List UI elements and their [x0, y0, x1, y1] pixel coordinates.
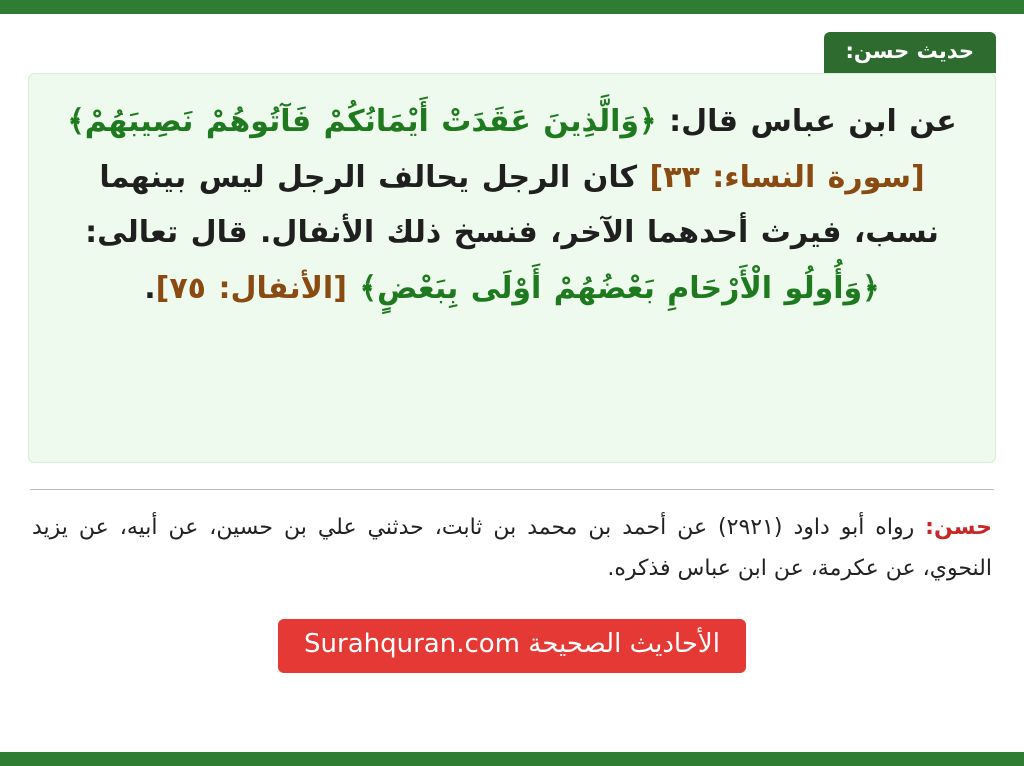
section-divider [30, 489, 994, 490]
quran-verse-2: ﴿وَأُولُو الْأَرْحَامِ بَعْضُهُمْ أَوْلَى بِبَعْضٍ﴾ [359, 270, 880, 306]
bottom-accent-bar [0, 752, 1024, 766]
quran-reference-1: [سورة النساء: ٣٣] [649, 159, 925, 195]
site-badge[interactable] [278, 619, 746, 672]
site-badge-label: الأحاديث الصحيحة [528, 629, 720, 660]
hadith-text [55, 94, 969, 316]
hadith-middle: كان الرجل يحالف الرجل ليس بينهما نسب، فيرث أحدهما الآخر، فنسخ ذلك الأنفال. قال تعالى: [85, 159, 939, 250]
takhreej-text [32, 508, 992, 589]
hadith-end: . [144, 270, 156, 306]
hadith-intro: عن ابن عباس قال: [656, 104, 957, 139]
quran-verse-1: ﴿وَالَّذِينَ عَقَدَتْ أَيْمَانُكُمْ فَآتُوهُمْ نَصِيبَهُمْ﴾ [67, 104, 657, 139]
top-accent-bar [0, 0, 1024, 14]
site-badge-url: Surahquran.com [304, 629, 520, 660]
grade-word: حسن: [925, 515, 992, 540]
hadith-box [28, 73, 996, 463]
card-content [0, 14, 1024, 752]
footer-row [28, 619, 996, 672]
grade-tab-row [28, 14, 996, 73]
quran-reference-2: [الأنفال: ٧٥] [155, 270, 360, 306]
takhreej-body: رواه أبو داود (٢٩٢١) عن أحمد بن محمد بن ثابت، حدثني علي بن حسين، عن أبيه، عن يزيد النحوي، عن عكرمة، عن ابن عباس فذكره. [32, 515, 992, 581]
grade-tab: حديث حسن: [824, 32, 997, 73]
